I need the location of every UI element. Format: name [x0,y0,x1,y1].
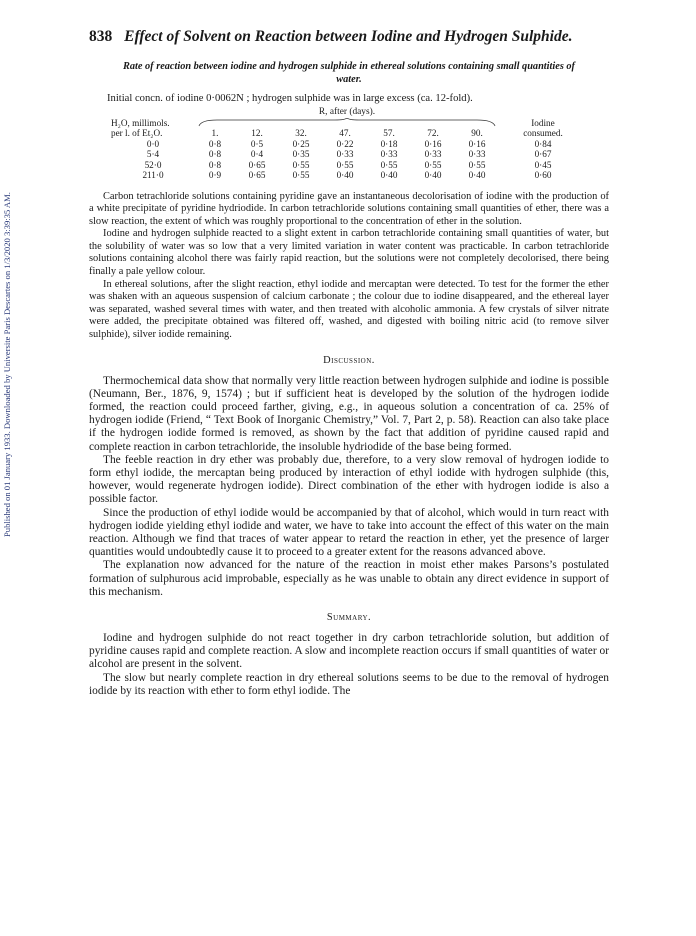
r-cell: 0·40 [468,170,486,180]
h2o-cell: 52·0 [144,159,162,170]
day-header: 72. [427,128,439,138]
experimental-text [89,191,609,342]
download-watermark: Published on 01 January 1933. Downloaded by Universite Paris Descartes on 1/3/2020 3:39:35 AM. [2,192,12,538]
paragraph: Iodine and hydrogen sulphide reacted to a slight extent in carbon tetrachloride containing small quantities of water, but the solubility of water was so low that a very limited variation in water content was practicable. In carbon tetrachloride solutions containing alcohol there was fairly rapid reaction, but the solutions were not completely decolorised, there being finally a pale yellow colour. [89,228,609,278]
r-cell: 0·16 [424,138,442,149]
discussion-heading: Discussion. [323,354,375,366]
r-cell: 0·5 [250,138,264,149]
summary-section [89,632,609,698]
day-header: 32. [295,128,307,138]
page [89,28,609,698]
table-caption: Rate of reaction between iodine and hydrogen sulphide in ethereal solutions containing small quantities of water. [123,61,575,85]
r-cell: 0·55 [292,170,310,180]
running-title: Effect of Solvent on Reaction between Iodine and Hydrogen Sulphide. [124,28,573,45]
paragraph: Iodine and hydrogen sulphide do not react together in dry carbon tetrachloride solution, but addition of pyridine causes rapid and complete reaction. A slow and incomplete reaction occurs if small quantities of water or alcohol are present in the solvent. [89,632,609,671]
iodine-cell: 0·67 [534,149,552,159]
r-cell: 0·9 [208,170,222,180]
r-header: R, after (days). [318,107,376,117]
r-cell: 0·33 [336,149,354,159]
page-number: 838 [89,28,113,45]
r-cell: 0·55 [336,159,354,170]
iodine-cell: 0·60 [534,170,552,180]
table-row [111,149,587,160]
r-cell: 0·65 [248,170,266,180]
r-cell: 0·4 [250,149,264,159]
r-cell: 0·22 [336,138,354,149]
h2o-header-2: per l. of Et₂O. [111,128,163,138]
r-cell: 0·33 [424,149,442,159]
iodine-cell: 0·45 [534,159,552,170]
h2o-header-1: H₂O, millimols. [111,117,170,128]
paragraph: Thermochemical data show that normally very little reaction between hydrogen sulphide and iodine is possible (Neumann, Ber., 1876, 9, 1574) ; but if sufficient heat is developed by the solution of the hydrogen iodide formed, the reaction could proceed farther, giving, e.g., in aqueous solution a concentration of ca. 25% of hydrogen iodide (Friend, “ Text Book of Inorganic Chemistry,” Vol. 7, Part 2, p. 58). Reaction can also take place if the hydrogen iodide formed is removed, as shown by the fact that addition of pyridine caused rapid and complete reaction in carbon tetrachloride, the insoluble hydriodide of the base being formed. [89,374,609,453]
r-cell: 0·8 [208,138,222,149]
iodine-header-2: consumed. [523,128,563,138]
r-cell: 0·16 [468,138,486,149]
r-cell: 0·55 [380,159,398,170]
iodine-header-1: Iodine [531,117,555,128]
paragraph: The explanation now advanced for the nature of the reaction in moist ether makes Parsons’s postulated formation of sulphurous acid improbable, especially as he was unable to obtain any direct evidence in support of this mechanism. [89,559,609,598]
paragraph: The feeble reaction in dry ether was probably due, therefore, to a very slow removal of hydrogen iodide to form ethyl iodide, the mercaptan being produced by interaction of ethyl iodide with hydrogen sulphide (this, however, would regenerate hydrogen iodide). Direct combination of the ether with hydrogen iodide is also a possible factor. [89,453,609,506]
h2o-cell: 211·0 [142,170,164,180]
table-row [111,139,587,150]
day-header: 90. [471,128,483,138]
day-header: 47. [339,128,351,138]
r-cell: 0·35 [292,149,310,159]
r-cell: 0·33 [468,149,486,159]
r-cell: 0·40 [336,170,354,180]
day-header: 57. [383,128,395,138]
summary-heading: Summary. [326,612,372,624]
r-cell: 0·55 [424,159,442,170]
day-header: 12. [251,128,263,138]
r-cell: 0·25 [292,138,310,149]
r-cell: 0·33 [380,149,398,159]
brace-icon [197,118,497,127]
r-cell: 0·55 [468,159,486,170]
r-cell: 0·65 [248,159,266,170]
paragraph: Carbon tetrachloride solutions containing pyridine gave an instantaneous decolorisation of iodine with the production of a white precipitate of pyridine hydriodide. In carbon tetrachloride solutions containing small quantities of ether, there was a slow reaction, the extent of which was roughly proportional to the concentration of ether in the solution. [89,190,609,227]
r-cell: 0·8 [208,149,222,159]
table-row [111,170,587,181]
paragraph: The slow but nearly complete reaction in dry ethereal solutions seems to be due to the removal of hydrogen iodide by its reaction with ether to form ethyl iodide. The [89,671,609,697]
running-head [89,28,609,52]
h2o-cell: 0·0 [146,138,160,149]
rate-table [111,107,587,181]
day-header: 1. [211,128,219,138]
paragraph: In ethereal solutions, after the slight reaction, ethyl iodide and mercaptan were detected. To test for the former the ether was shaken with an aqueous suspension of calcium carbonate ; the colour due to iodine disappeared, and the ethereal layer was separated, washed several times with water, and then treated with alcoholic ammonia. A few crystals of silver nitrate were added, the precipitate obtained was filtered off, washed, and digested with boiling nitric acid (to remove silver sulphide), silver iodide remaining. [89,278,609,341]
discussion-section [89,375,609,599]
r-cell: 0·55 [292,159,310,170]
h2o-cell: 5·4 [146,149,160,159]
r-cell: 0·40 [380,170,398,180]
table-row [111,160,587,171]
r-cell: 0·18 [380,138,398,149]
iodine-cell: 0·84 [534,138,552,149]
initial-concentration: Initial concn. of iodine 0·0062N ; hydrogen sulphide was in large excess (ca. 12-fold). [107,93,473,104]
paragraph: Since the production of ethyl iodide would be accompanied by that of alcohol, which would in turn react with hydrogen iodide yielding ethyl iodide and water, we have to take into account the effect of this water on the main reaction. Although we find that traces of water appear to retard the reaction in ether, yet the presence of larger quantities would undoubtedly cause it to proceed to a greater extent for the reasons advanced above. [89,506,609,559]
r-cell: 0·8 [208,159,222,170]
r-cell: 0·40 [424,170,442,180]
